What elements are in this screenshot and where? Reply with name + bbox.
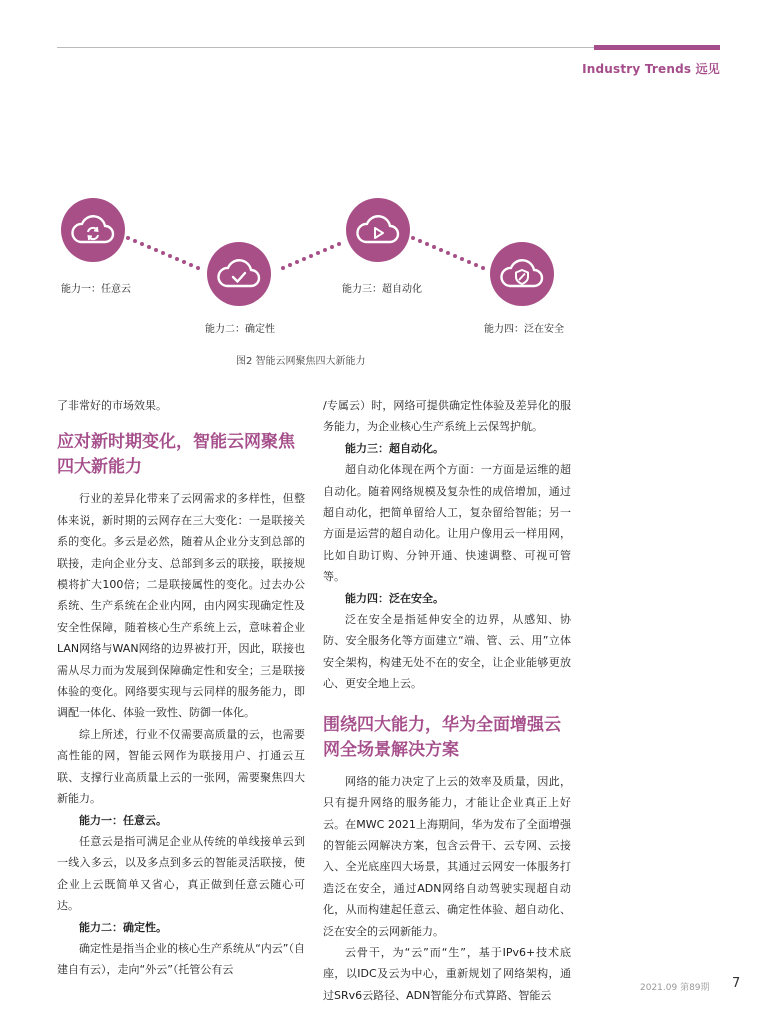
paragraph: 行业的差异化带来了云网需求的多样性，但整体来说，新时期的云网存在三大变化：一是联接关系的变化。多云是必然，随着从企业分支到总部的联接，走向企业分支、总部到多云的联接，联接规模将扩大100倍；二是联接属性的变化。过去办公系统、生产系统在企业内网，由内网实现确定性及安全性保障，随着核心生产系统上云，意味着企业LAN网络与WAN网络的边界被打开，因此，联接也需从尽力而为发展到保障确定性和安全；三是联接体验的变化。网络要实现与云同样的服务能力，即调配一体化、体验一致性、防御一体化。 [57, 492, 305, 720]
paragraph: 确定性是指当企业的核心生产系统从“内云”（自建自有云），走向“外云”（托管公有云 [57, 941, 305, 977]
capability-node-1 [61, 198, 125, 262]
cloud-shield-icon [498, 254, 546, 294]
capability-figure [0, 0, 777, 380]
subheading: 能力一：任意云。 [79, 813, 167, 827]
figure-caption: 图2 智能云网聚焦四大新能力 [236, 356, 366, 367]
paragraph: /专属云）时，网络可提供确定性体验及差异化的服务能力，为企业核心生产系统上云保驾护航。 [323, 399, 571, 434]
page-number: 7 [732, 976, 741, 991]
right-column [323, 395, 571, 1006]
left-column [57, 395, 305, 981]
cloud-play-icon [354, 210, 402, 250]
capability-label-1: 能力一：任意云 [61, 284, 131, 295]
capability-node-4 [490, 242, 554, 306]
capability-node-3 [346, 198, 410, 262]
paragraph: 云骨干，为“云”而“生”，基于IPv6+技术底座，以IDC及云为中心，重新规划了网络架构，通过SRv6云路径、ADN智能分布式算路、智能云 [323, 945, 571, 1002]
paragraph: 综上所述，行业不仅需要高质量的云，也需要高性能的网，智能云网作为联接用户、打通云互联、支撑行业高质量上云的一张网，需要聚焦四大新能力。 [57, 727, 305, 806]
subheading: 能力四：泛在安全。 [345, 591, 444, 605]
subheading: 能力二：确定性。 [79, 920, 167, 934]
paragraph: 任意云是指可满足企业从传统的单线接单云到一线入多云，以及多点到多云的智能灵活联接，使企业上云既简单又省心，真正做到任意云随心可达。 [57, 834, 305, 913]
paragraph: 泛在安全是指延伸安全的边界，从感知、协防、安全服务化等方面建立“端、管、云、用”立体安全架构，构建无处不在的安全，让企业能够更放心、更安全地上云。 [323, 613, 571, 691]
section-heading: 围绕四大能力，华为全面增强云网全场景解决方案 [323, 714, 561, 760]
capability-label-3: 能力三：超自动化 [342, 284, 422, 295]
cloud-sync-icon [69, 210, 117, 250]
issue-info: 2021.09 第89期 [640, 983, 710, 993]
paragraph: 超自动化体现在两个方面：一方面是运维的超自动化。随着网络规模及复杂性的成倍增加，通过超自动化，把简单留给人工，复杂留给智能；另一方面是运营的超自动化。让用户像用云一样用网，比如自助订购、分钟开通、快速调整、可视可管等。 [323, 463, 571, 584]
section-header: Industry Trends 远见 [582, 62, 720, 76]
paragraph: 了非常好的市场效果。 [57, 399, 167, 412]
subheading: 能力三：超自动化。 [345, 441, 444, 455]
capability-label-4: 能力四：泛在安全 [484, 324, 564, 335]
section-heading: 应对新时期变化，智能云网聚焦四大新能力 [57, 432, 295, 478]
connector-dots [0, 0, 777, 380]
cloud-check-icon [215, 254, 263, 294]
capability-node-2 [207, 242, 271, 306]
capability-label-2: 能力二：确定性 [205, 324, 275, 335]
paragraph: 网络的能力决定了上云的效率及质量，因此，只有提升网络的服务能力，才能让企业真正上好云。在MWC 2021上海期间，华为发布了全面增强的智能云网解决方案，包含云骨干、云专网、云接入、全光底座四大场景，其通过云网安一体服务打造泛在安全，通过ADN网络自动驾驶实现超自动化，从而构建起任意云、确定性体验、超自动化、泛在安全的云网新能力。 [323, 774, 571, 938]
